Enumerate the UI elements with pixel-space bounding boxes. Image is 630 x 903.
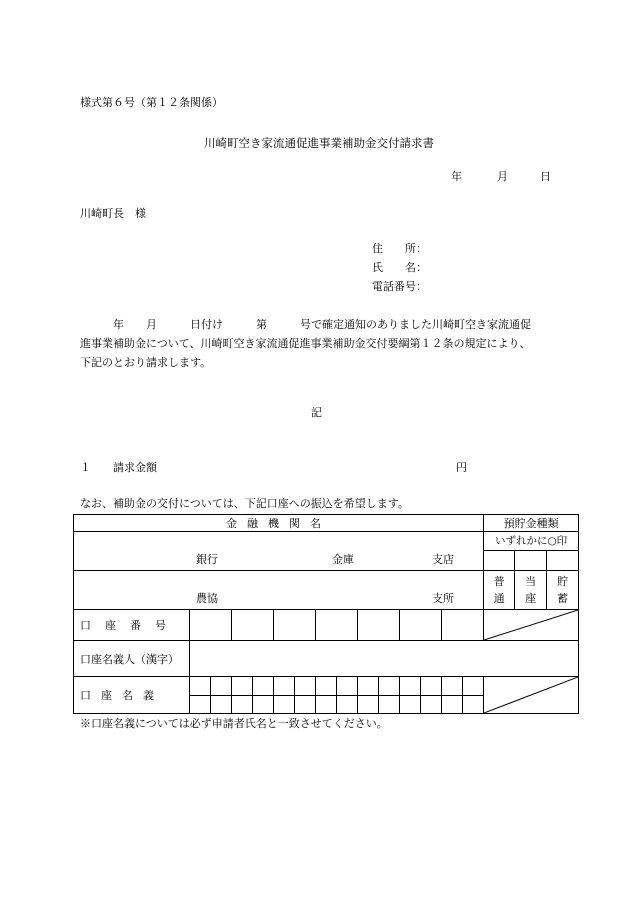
body-line: 年 月 日付け 第 号で確定通知のありました川崎町空き家流通促 — [80, 318, 531, 331]
account-digit-3[interactable] — [274, 610, 316, 641]
account-number-label: 口座番号 — [74, 610, 190, 641]
type-toza-label: 当 座 — [525, 575, 537, 605]
holder-kana-cell[interactable] — [421, 695, 442, 714]
holder-kana-cell[interactable] — [400, 677, 421, 696]
holder-kana-cell[interactable] — [358, 677, 379, 696]
holder-kana-cell[interactable] — [274, 677, 295, 696]
applicant-name-label: 氏 名： — [372, 261, 427, 274]
holder-kana-cell[interactable] — [274, 695, 295, 714]
holder-kana-cell[interactable] — [253, 677, 274, 696]
type-spacer — [484, 550, 515, 570]
diagonal-line — [484, 610, 578, 640]
body-line: 進事業補助金について、川崎町空き家流通促進事業補助金交付要綱第１２条の規定により、 — [80, 337, 531, 350]
type-chochiku-label: 貯 蓄 — [557, 575, 569, 605]
bank-label: 銀行 — [196, 553, 218, 566]
holder-kana-cell[interactable] — [358, 695, 379, 714]
institution-header: 金融機関名 — [74, 515, 484, 532]
transfer-note: なお、補助金の交付については、下記口座への振込を希望します。 — [80, 497, 409, 510]
bank-name-cell[interactable] — [74, 532, 484, 571]
applicant-address-label: 住 所： — [372, 242, 427, 255]
date-month: 月 — [497, 170, 508, 183]
account-type-diagonal — [484, 610, 579, 641]
applicant-phone-label: 電話番号： — [372, 280, 427, 293]
holder-kana-cell[interactable] — [190, 695, 211, 714]
holder-kana-cell[interactable] — [316, 677, 337, 696]
bank-account-table — [73, 514, 579, 714]
holder-kana-cell[interactable] — [442, 695, 463, 714]
request-body — [80, 315, 560, 372]
holder-label: 口座名義 — [74, 677, 190, 714]
holder-kana-cell[interactable] — [253, 695, 274, 714]
type-spacer — [515, 550, 547, 570]
holder-kana-cell[interactable] — [463, 677, 484, 696]
holder-diagonal — [484, 677, 579, 714]
ki-heading: 記 — [311, 406, 322, 419]
holder-kana-cell[interactable] — [442, 677, 463, 696]
office-label: 支所 — [432, 592, 454, 605]
holder-kana-cell[interactable] — [379, 695, 400, 714]
type-toza[interactable] — [515, 571, 547, 610]
nokyo-name-cell[interactable] — [74, 571, 484, 610]
type-spacer — [547, 550, 579, 570]
holder-kanji-label: 口座名義人（漢字） — [74, 641, 190, 677]
document-title: 川崎町空き家流通促進事業補助金交付請求書 — [204, 136, 434, 150]
type-futsu[interactable] — [484, 571, 515, 610]
holder-kana-cell[interactable] — [295, 677, 316, 696]
holder-kanji-input[interactable] — [190, 641, 579, 677]
account-digit-5[interactable] — [358, 610, 400, 641]
body-line: 下記のとおり請求します。 — [80, 356, 212, 369]
type-futsu-label: 普 通 — [493, 575, 505, 605]
holder-kana-cell[interactable] — [379, 677, 400, 696]
branch-label: 支店 — [432, 553, 454, 566]
account-digit-2[interactable] — [232, 610, 274, 641]
addressee: 川崎町長 様 — [80, 207, 146, 220]
holder-kana-cell[interactable] — [421, 677, 442, 696]
footnote: ※口座名義については必ず申請者氏名と一致させてください。 — [80, 717, 388, 730]
holder-kana-cell[interactable] — [463, 695, 484, 714]
holder-kana-cell[interactable] — [190, 677, 211, 696]
date-year: 年 — [451, 170, 462, 183]
holder-kana-cell[interactable] — [295, 695, 316, 714]
nokyo-label: 農協 — [196, 592, 218, 605]
holder-kana-cell[interactable] — [211, 695, 232, 714]
account-digit-4[interactable] — [316, 610, 358, 641]
holder-kana-cell[interactable] — [337, 695, 358, 714]
type-chochiku[interactable] — [547, 571, 579, 610]
holder-kana-cell[interactable] — [400, 695, 421, 714]
holder-kana-cell[interactable] — [316, 695, 337, 714]
request-amount-label: １ 請求金額 — [80, 461, 157, 474]
request-amount-unit: 円 — [456, 461, 467, 474]
shinkin-label: 金庫 — [332, 553, 354, 566]
account-digit-7[interactable] — [442, 610, 484, 641]
diagonal-line — [484, 677, 578, 713]
account-digit-1[interactable] — [190, 610, 232, 641]
holder-kana-cell[interactable] — [232, 677, 253, 696]
mark-note: いずれかに○印 — [484, 532, 579, 551]
account-digit-6[interactable] — [400, 610, 442, 641]
form-number: 様式第６号（第１２条関係） — [80, 96, 223, 109]
holder-kana-cell[interactable] — [211, 677, 232, 696]
holder-kana-cell[interactable] — [232, 695, 253, 714]
deposit-type-header: 預貯金種類 — [484, 515, 579, 532]
date-day: 日 — [540, 170, 551, 183]
holder-kana-cell[interactable] — [337, 677, 358, 696]
